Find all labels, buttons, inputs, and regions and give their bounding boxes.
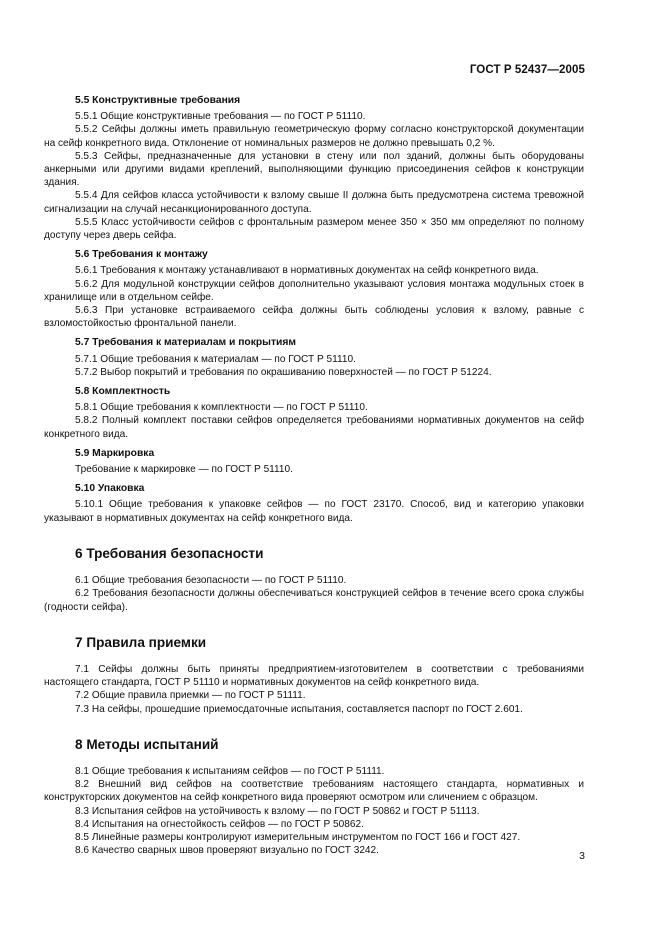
paragraph: 5.5.4 Для сейфов класса устойчивости к взлому свыше II должна быть предусмотрена система тревожной сигнализации на случай несанкционированного доступа. bbox=[44, 190, 584, 215]
subsection-heading: 5.10 Упаковка bbox=[75, 483, 145, 495]
paragraph: Требование к маркировке — по ГОСТ Р 51110. bbox=[75, 464, 293, 476]
paragraph: 8.6 Качество сварных швов проверяют визуально по ГОСТ 3242. bbox=[75, 845, 379, 857]
paragraph: 5.5.3 Сейфы, предназначенные для установки в стену или пол зданий, должны быть оборудованы анкерными или другими видами креплений, выполняющими функцию присоединения сейфов к конструкции здания. bbox=[44, 150, 584, 189]
paragraph: 7.1 Сейфы должны быть приняты предприятием-изготовителем в соответствии с требованиями настоящего стандарта, ГОСТ Р 51110 и нормативных документов на сейф конкретного вида. bbox=[44, 663, 584, 689]
section-heading: 6 Требования безопасности bbox=[75, 545, 264, 561]
page-number: 3 bbox=[579, 850, 585, 862]
paragraph: 5.5.2 Сейфы должны иметь правильную геометрическую форму согласно конструкторской документации на сейф конкретного вида. Отклонение от номинальных размеров не должно превышать 0,2 %. bbox=[44, 124, 584, 149]
paragraph: 5.10.1 Общие требования к упаковке сейфов — по ГОСТ 23170. Способ, вид и категорию упаковки указывают в нормативных документах на сейф конкретного вида. bbox=[44, 499, 584, 524]
paragraph: 5.7.1 Общие требования к материалам — по ГОСТ Р 51110. bbox=[75, 353, 356, 365]
paragraph: 6.2 Требования безопасности должны обеспечиваться конструкцией сейфов в течение всего срока службы (годности сейфа). bbox=[44, 588, 584, 613]
subsection-heading: 5.7 Требования к материалам и покрытиям bbox=[75, 337, 296, 349]
subsection-heading: 5.9 Маркировка bbox=[75, 447, 155, 459]
paragraph: 7.3 На сейфы, прошедшие приемосдаточные испытания, составляется паспорт по ГОСТ 2.601. bbox=[75, 703, 523, 715]
paragraph: 5.6.3 При установке встраиваемого сейфа должны быть соблюдены условия к взлому, равные с взломостойкостью фронтальной панели. bbox=[44, 305, 584, 330]
paragraph: 5.5.5 Класс устойчивости сейфов с фронтальным размером менее 350 × 350 мм определяют по полному доступу через дверь сейфа. bbox=[44, 216, 584, 242]
paragraph: 8.5 Линейные размеры контролируют измерительным инструментом по ГОСТ 166 и ГОСТ 427. bbox=[75, 831, 521, 843]
paragraph: 5.5.1 Общие конструктивные требования — по ГОСТ Р 51110. bbox=[75, 111, 366, 123]
section-heading: 7 Правила приемки bbox=[75, 634, 207, 650]
paragraph: 5.7.2 Выбор покрытий и требования по окрашиванию поверхностей — по ГОСТ Р 51224. bbox=[75, 366, 492, 378]
paragraph: 8.4 Испытания на огнестойкость сейфов — по ГОСТ Р 50862. bbox=[75, 818, 364, 830]
section-heading: 8 Методы испытаний bbox=[75, 736, 219, 752]
paragraph: 5.8.1 Общие требования к комплектности — по ГОСТ Р 51110. bbox=[75, 402, 368, 414]
subsection-heading: 5.5 Конструктивные требования bbox=[75, 95, 241, 106]
document-body bbox=[44, 94, 584, 857]
paragraph: 5.6.1 Требования к монтажу устанавливают в нормативных документах на сейф конкретного вида. bbox=[75, 265, 539, 277]
paragraph: 6.1 Общие требования безопасности — по ГОСТ Р 51110. bbox=[75, 575, 347, 587]
paragraph: 8.1 Общие требования к испытаниям сейфов — по ГОСТ Р 51111. bbox=[75, 765, 385, 777]
paragraph: 5.8.2 Полный комплект поставки сейфов определяется требованиями нормативных документов на сейф конкретного вида. bbox=[44, 415, 584, 440]
subsection-heading: 5.8 Комплектность bbox=[75, 386, 171, 398]
paragraph: 8.2 Внешний вид сейфов на соответствие требованиям настоящего стандарта, нормативных и конструкторских документов на сейф конкретного вида проверяют осмотром или сличением с образцом. bbox=[44, 779, 584, 804]
paragraph: 5.6.2 Для модульной конструкции сейфов дополнительно указывают условия монтажа модульных стоек в хранилище или в отдельном сейфе. bbox=[44, 278, 584, 303]
paragraph: 7.2 Общие правила приемки — по ГОСТ Р 51111. bbox=[75, 690, 306, 702]
paragraph: 8.3 Испытания сейфов на устойчивость к взлому — по ГОСТ Р 50862 и ГОСТ Р 51113. bbox=[75, 805, 480, 817]
subsection-heading: 5.6 Требования к монтажу bbox=[75, 249, 208, 261]
document-header-id: ГОСТ Р 52437—2005 bbox=[469, 64, 585, 76]
